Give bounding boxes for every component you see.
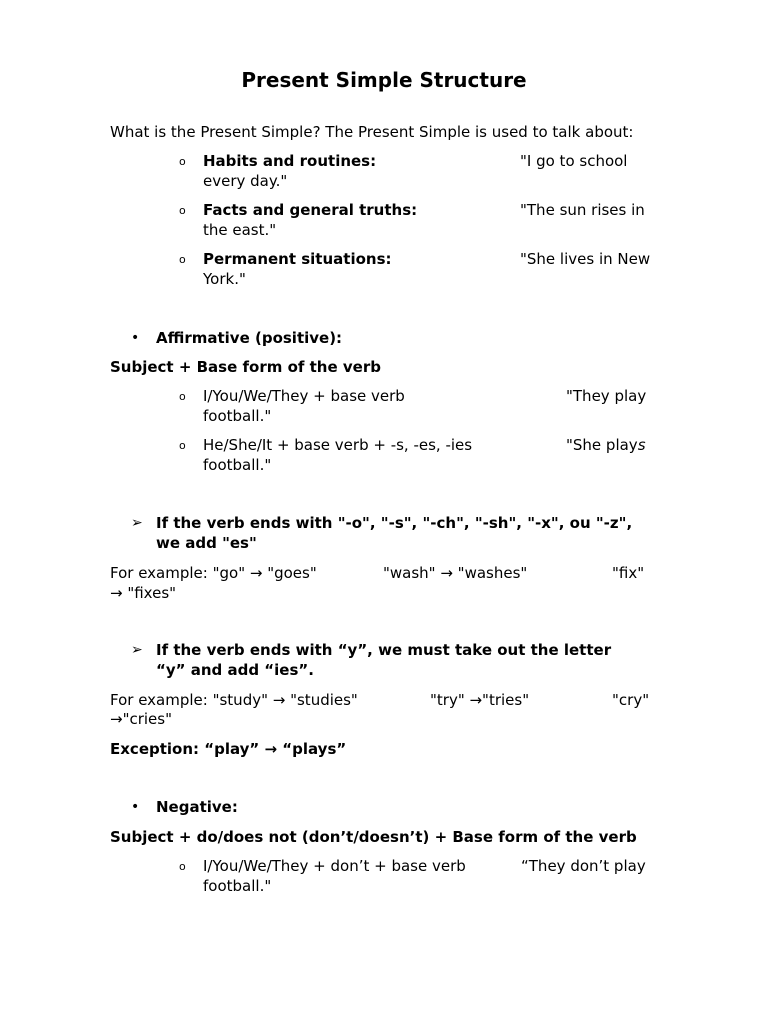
bullet-icon: • <box>131 330 140 346</box>
example-emphasis: s <box>637 436 646 454</box>
affirmative-rule: I/You/We/They + base verb <box>203 387 405 405</box>
spelling-es-example: "fix" <box>612 564 645 582</box>
affirmative-rule: He/She/It + base verb + -s, -es, -ies <box>203 436 473 454</box>
arrow-bullet-icon: ➢ <box>131 515 143 531</box>
exception-text: Exception: “play” → “plays” <box>110 740 347 758</box>
use-label: Facts and general truths: <box>203 201 418 219</box>
use-example: "She lives in New <box>520 250 651 268</box>
spelling-ies-example: "cry" <box>612 691 650 709</box>
arrow-bullet-icon: ➢ <box>131 642 143 658</box>
use-example-cont: every day." <box>203 172 288 190</box>
spelling-ies-example: →"cries" <box>110 710 172 728</box>
sub-bullet-icon: o <box>179 253 186 266</box>
sub-bullet-icon: o <box>179 860 186 873</box>
affirmative-heading: Affirmative (positive): <box>156 329 343 347</box>
bullet-icon: • <box>131 799 140 815</box>
use-label: Permanent situations: <box>203 250 392 268</box>
use-example-cont: York." <box>203 270 246 288</box>
negative-heading: Negative: <box>156 798 238 816</box>
sub-bullet-icon: o <box>179 204 186 217</box>
spelling-es-example: → "fixes" <box>110 584 177 602</box>
use-example: "The sun rises in <box>520 201 645 219</box>
negative-rule: I/You/We/They + don’t + base verb <box>203 857 466 875</box>
use-label: Habits and routines: <box>203 152 377 170</box>
affirmative-example <box>566 435 646 455</box>
example-text: "She play <box>566 436 638 454</box>
spelling-ies-rule: If the verb ends with “y”, we must take out the letter <box>156 641 612 659</box>
sub-bullet-icon: o <box>179 439 186 452</box>
negative-example-cont: football." <box>203 877 272 895</box>
spelling-es-rule: If the verb ends with "-o", "-s", "-ch", "-sh", "-x", ou "-z", <box>156 514 633 532</box>
negative-structure: Subject + do/does not (don’t/doesn’t) + Base form of the verb <box>110 828 637 846</box>
spelling-es-rule-cont: we add "es" <box>156 534 257 552</box>
use-example-cont: the east." <box>203 221 277 239</box>
spelling-es-example: For example: "go" → "goes" <box>110 564 317 582</box>
affirmative-structure: Subject + Base form of the verb <box>110 358 381 376</box>
sub-bullet-icon: o <box>179 390 186 403</box>
affirmative-example-cont: football." <box>203 407 272 425</box>
spelling-es-example: "wash" → "washes" <box>383 564 528 582</box>
affirmative-example-cont: football." <box>203 456 272 474</box>
sub-bullet-icon: o <box>179 155 186 168</box>
page-title: Present Simple Structure <box>241 68 527 92</box>
negative-example: “They don’t play <box>521 857 646 875</box>
spelling-ies-example: For example: "study" → "studies" <box>110 691 358 709</box>
spelling-ies-rule-cont: “y” and add “ies”. <box>156 661 314 679</box>
spelling-ies-example: "try" →"tries" <box>430 691 530 709</box>
intro-text: What is the Present Simple? The Present Simple is used to talk about: <box>110 123 634 141</box>
affirmative-example: "They play <box>566 387 647 405</box>
use-example: "I go to school <box>520 152 628 170</box>
